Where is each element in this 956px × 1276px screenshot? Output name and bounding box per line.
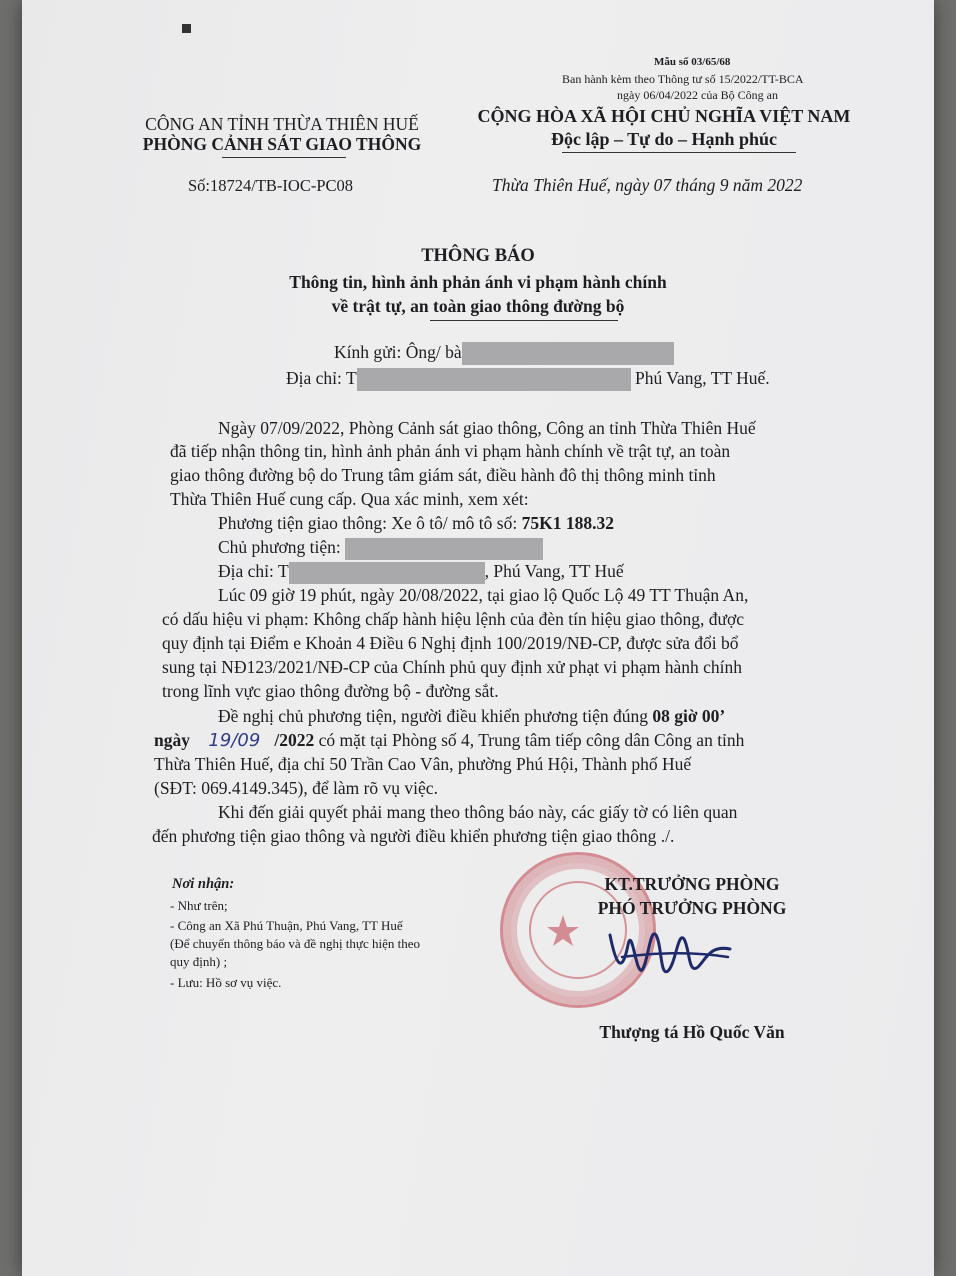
appointment-time: 08 giờ 00’ <box>652 706 726 726</box>
recipients-item: - Lưu: Hồ sơ vụ việc. <box>170 975 282 990</box>
place-date: Thừa Thiên Huế, ngày 07 tháng 9 năm 2022 <box>492 175 803 195</box>
violation-line: Lúc 09 giờ 19 phút, ngày 20/08/2022, tại giao lộ Quốc Lộ 49 TT Thuận An, <box>218 585 749 605</box>
address-tail: Phú Vang, TT Huế. <box>630 368 770 388</box>
recipient-address-line <box>286 368 770 391</box>
handwritten-signature <box>602 905 742 1000</box>
body-line: Thừa Thiên Huế cung cấp. Qua xác minh, xem xét: <box>170 489 529 509</box>
body-line: đã tiếp nhận thông tin, hình ảnh phản ánh vi phạm hành chính về trật tự, an toàn <box>170 441 731 461</box>
document-subtitle-line-1: Thông tin, hình ảnh phản ánh vi phạm hành chính <box>289 272 667 292</box>
summons-line: ngày 19/09 /2022 có mặt tại Phòng số 4, Trung tâm tiếp công dân Công an tỉnh <box>154 730 745 751</box>
plate-number: 75K1 188.32 <box>521 513 614 533</box>
national-motto: Độc lập – Tự do – Hạnh phúc <box>550 129 778 149</box>
document-page <box>22 0 934 1276</box>
summons-line: (SĐT: 069.4149.345), để làm rõ vụ việc. <box>154 778 438 798</box>
recipient-line <box>334 342 674 365</box>
document-title: THÔNG BÁO <box>421 246 535 266</box>
underline <box>562 152 796 153</box>
violation-line: trong lĩnh vực giao thông đường bộ - đường sắt. <box>162 681 499 701</box>
violation-line: quy định tại Điểm e Khoản 4 Điều 6 Nghị định 100/2019/NĐ-CP, được sửa đổi bổ <box>162 633 739 653</box>
closing-line: đến phương tiện giao thông và người điều khiển phương tiện giao thông ./. <box>152 826 675 846</box>
document-number: Số:18724/TB-IOC-PC08 <box>188 176 354 195</box>
form-issued-with: Ban hành kèm theo Thông tư số 15/2022/TT-BCA <box>562 72 804 86</box>
owner-address-line <box>218 561 624 584</box>
recipients-heading: Nơi nhận: <box>172 876 235 892</box>
redacted-owner <box>345 538 543 560</box>
redacted-address <box>357 368 631 391</box>
vehicle-label: Phương tiện giao thông: Xe ô tô/ mô tô số: <box>218 513 522 533</box>
owner-address-tail: , Phú Vang, TT Huế <box>484 561 624 581</box>
recipients-item: quy định) ; <box>170 954 228 969</box>
owner-line <box>218 537 543 560</box>
recipients-item: - Như trên; <box>170 898 228 913</box>
handwritten-date: 19/09 <box>208 730 261 751</box>
underline <box>430 320 618 321</box>
summons-line: Thừa Thiên Huế, địa chỉ 50 Trần Cao Vân, phường Phú Hội, Thành phố Huế <box>154 754 692 774</box>
violation-line: có dấu hiệu vi phạm: Không chấp hành hiệu lệnh của đèn tín hiệu giao thông, được <box>162 609 744 629</box>
document-subtitle-line-2: về trật tự, an toàn giao thông đường bộ <box>331 296 625 316</box>
form-number: Mẫu số 03/65/68 <box>654 56 731 68</box>
scan-mark <box>182 24 191 33</box>
address-label: Địa chỉ: T <box>286 368 357 388</box>
national-title: CỘNG HÒA XÃ HỘI CHỦ NGHĨA VIỆT NAM <box>477 106 851 126</box>
summons-line: Đề nghị chủ phương tiện, người điều khiển phương tiện đúng 08 giờ 00’ <box>218 706 726 726</box>
recipients-item: - Công an Xã Phú Thuận, Phú Vang, TT Huế <box>170 918 403 933</box>
form-issued-date: ngày 06/04/2022 của Bộ Công an <box>617 88 778 102</box>
underline <box>222 157 346 158</box>
vehicle-line <box>218 513 614 534</box>
signer-name: Thượng tá Hồ Quốc Văn <box>599 1022 785 1042</box>
signer-role: KT.TRƯỞNG PHÒNG <box>604 874 780 894</box>
recipient-label: Kính gửi: Ông/ bà <box>334 342 462 362</box>
signer-title: PHÓ TRƯỞNG PHÒNG <box>597 898 787 918</box>
owner-address-label: Địa chỉ: T <box>218 561 289 581</box>
recipients-item: (Để chuyển thông báo và đề nghị thực hiện theo <box>170 936 421 951</box>
body-line: Ngày 07/09/2022, Phòng Cảnh sát giao thông, Công an tỉnh Thừa Thiên Huế <box>218 418 756 438</box>
redacted-name <box>462 342 674 365</box>
agency-department: PHÒNG CẢNH SÁT GIAO THÔNG <box>142 134 422 154</box>
owner-label: Chủ phương tiện: <box>218 537 346 557</box>
violation-line: sung tại NĐ123/2021/NĐ-CP của Chính phủ quy định xử phạt vi phạm hành chính <box>162 657 742 677</box>
agency-parent: CÔNG AN TỈNH THỪA THIÊN HUẾ <box>145 114 419 134</box>
redacted-owner-address <box>289 562 485 584</box>
body-line: giao thông đường bộ do Trung tâm giám sát, điều hành đô thị thông minh tỉnh <box>170 465 716 485</box>
closing-line: Khi đến giải quyết phải mang theo thông báo này, các giấy tờ có liên quan <box>218 802 738 822</box>
